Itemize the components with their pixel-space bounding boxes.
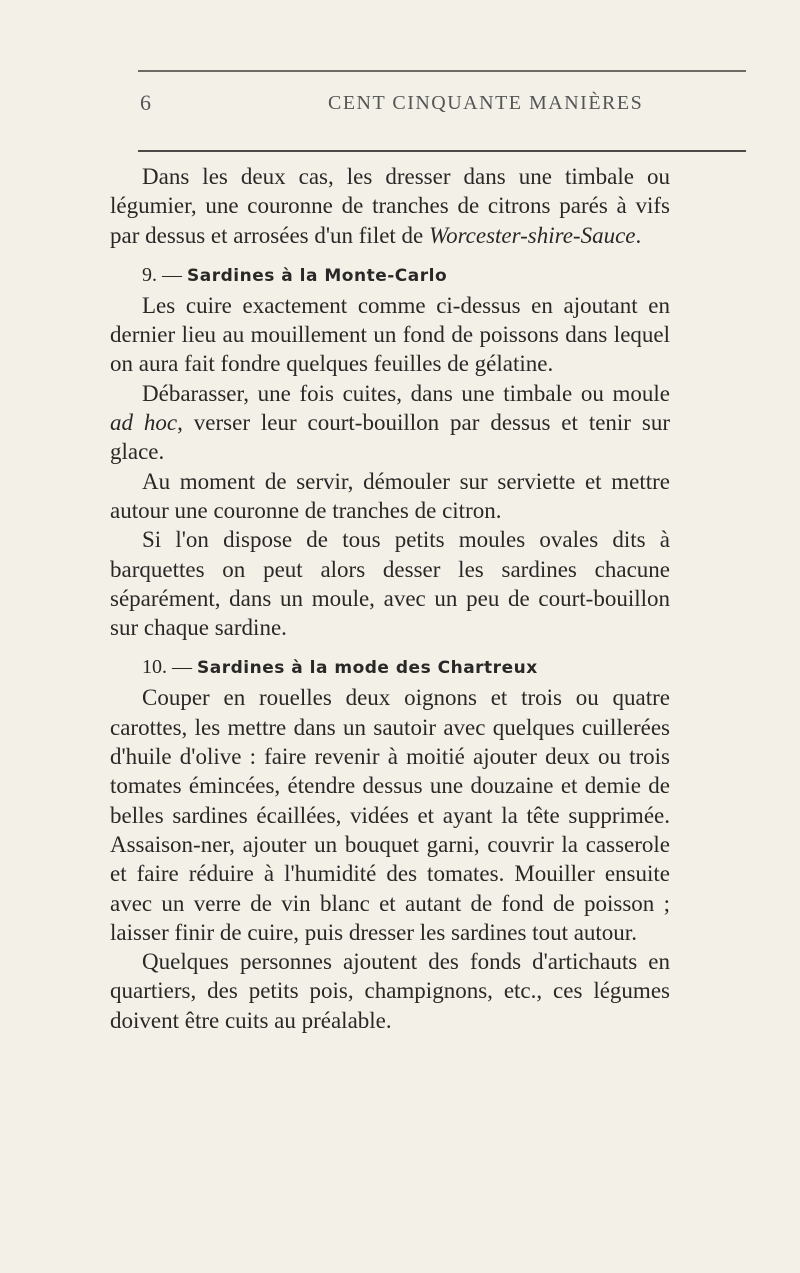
page-body <box>110 162 670 1035</box>
recipe-10-heading <box>110 654 670 681</box>
recipe-9-p2-text: Débarasser, une fois cuites, dans une timbale ou moule <box>142 380 670 406</box>
recipe-9-paragraph-4: Si l'on dispose de tous petits moules ovales dits à barquettes on peut alors desser les sardines chacune séparément, dans un moule, avec un peu de court-bouillon sur chaque sardine. <box>110 527 670 641</box>
recipe-9-paragraph-1: Les cuire exactement comme ci-dessus en ajoutant en dernier lieu au mouillement un fond de poissons dans lequel on aura fait fondre quelques feuilles de gélatine. <box>110 292 670 377</box>
recipe-10-paragraph-1: Couper en rouelles deux oignons et trois ou quatre carottes, les mettre dans un sautoir avec quelques cuillerées d'huile d'olive : faire revenir à moitié ajouter deux ou trois tomates émincées, étendre dessus une douzaine et demie de belles sardines écaillées, vidées et ayant la tête supprimée. Assaison-ner, ajouter un bouquet garni, couvrir la casserole et faire réduire à l'humidité des tomates. Mouiller ensuite avec un verre de vin blanc et autant de fond de poisson ; laisser finir de cuire, puis dresser les sardines tout autour. <box>110 685 670 945</box>
intro-paragraph <box>110 162 670 250</box>
recipe-9-paragraph-3: Au moment de servir, démouler sur serviette et mettre autour une couronne de tranches de citron. <box>110 468 670 523</box>
recipe-10-paragraph-2: Quelques personnes ajoutent des fonds d'artichauts en quartiers, des petits pois, champignons, etc., ces légumes doivent être cuits au préalable. <box>110 949 670 1033</box>
intro-text-end: . <box>635 222 642 248</box>
recipe-9-heading <box>110 262 670 289</box>
recipe-9-p2-text-end: , verser leur court-bouillon par dessus et tenir sur glace. <box>110 410 670 465</box>
top-rule <box>138 70 746 72</box>
page-number: 6 <box>140 90 151 115</box>
header-rule <box>138 150 746 152</box>
running-title: CENT CINQUANTE MANIÈRES <box>328 92 644 114</box>
page-header <box>138 90 746 120</box>
recipe-9-p2-italic: ad hoc <box>110 410 178 436</box>
sauce-name: Worcester-shire-Sauce <box>429 222 636 248</box>
recipe-9-number: 9. — <box>142 263 182 286</box>
recipe-9-paragraph-2 <box>110 379 670 467</box>
recipe-10-number: 10. — <box>142 656 192 679</box>
recipe-9-title: Sardines à la Monte-Carlo <box>187 265 448 286</box>
recipe-10-title: Sardines à la mode des Chartreux <box>197 658 538 679</box>
intro-text: Dans les deux cas, les dresser dans une timbale ou légumier, une couronne de tranches de citrons parés à vifs par dessus et arrosées d'un filet de <box>110 164 670 248</box>
